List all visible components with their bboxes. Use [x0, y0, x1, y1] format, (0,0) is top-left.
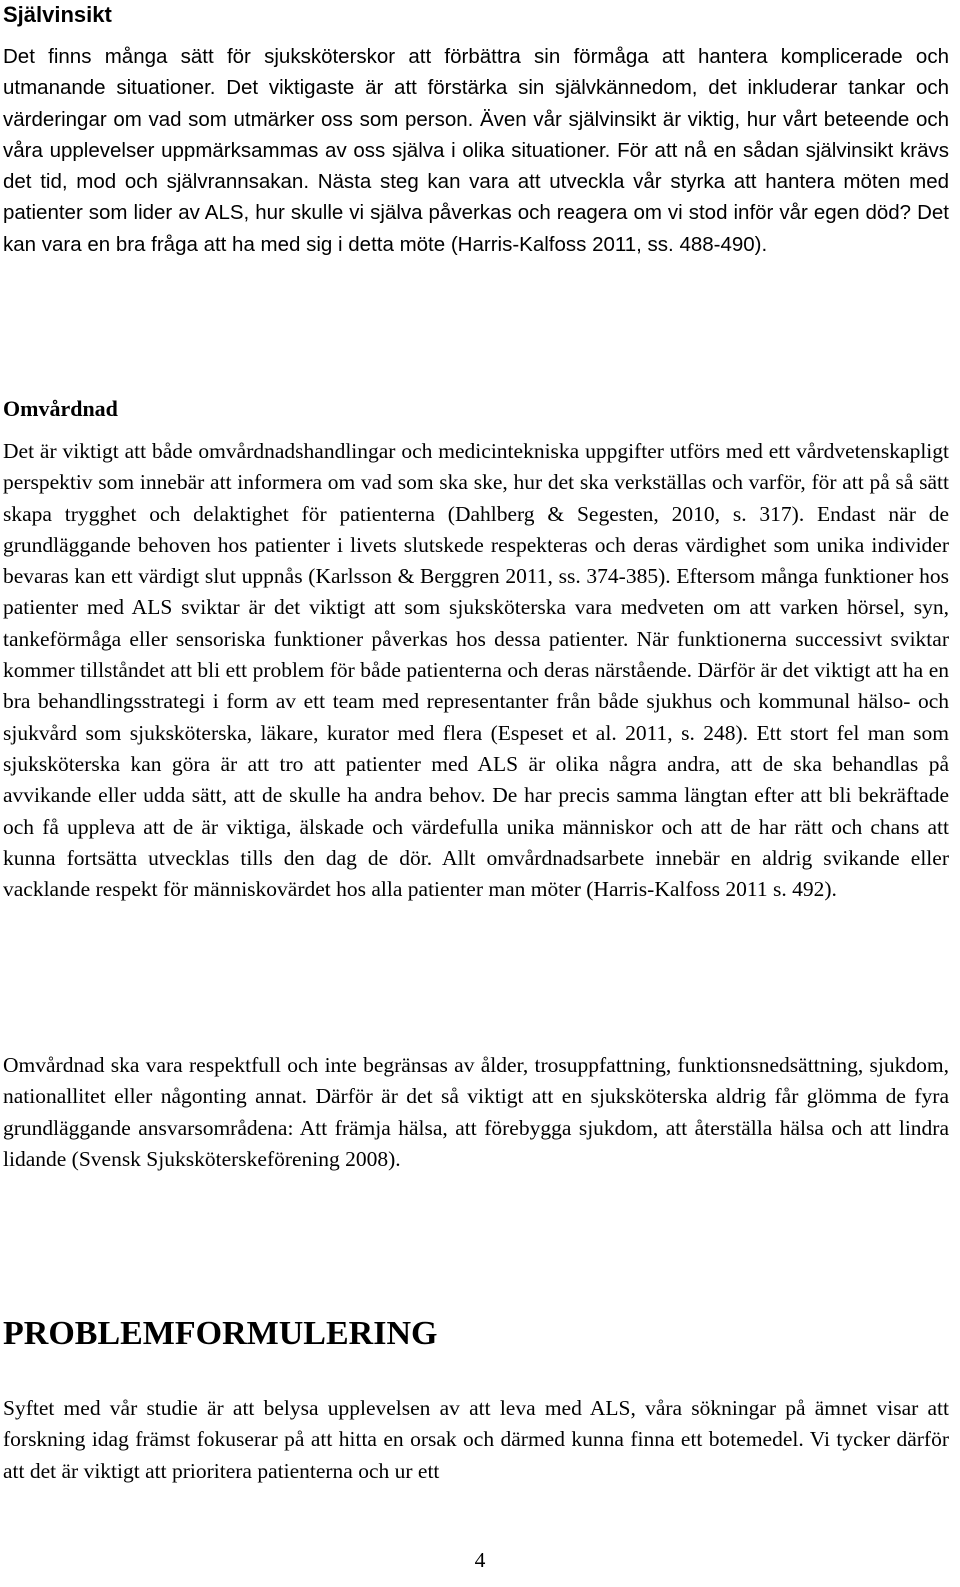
- page-number: 4: [474, 1548, 486, 1572]
- paragraph-omvardnad-2: Omvårdnad ska vara respektfull och inte begränsas av ålder, trosuppfattning, funktionsnedsättning, sjukdom, nationallitet eller någonting annat. Därför är det så viktigt att en sjuksköterska aldrig får glömma de fyra grundläggande ansvarsområdena: Att främja hälsa, att förebygga sjukdom, att återställa hälsa och att lindra lidande (Svensk Sjuksköterskeförening 2008).: [3, 1053, 949, 1171]
- paragraph-omvardnad-1: Det är viktigt att både omvårdnadshandlingar och medicintekniska uppgifter utförs med ett vårdvetenskapligt perspektiv som innebär att informera om vad som ska ske, hur det ska verkställas och varför, för att på så sätt skapa trygghet och delaktighet för patienterna (Dahlberg & Segesten, 2010, s. 317). Endast när de grundläggande behoven hos patienter i livets slutskede respekteras och deras värdighet som unika individer bevaras kan ett värdigt slut uppnås (Karlsson & Berggren 2011, ss. 374-385). Eftersom många funktioner hos patienter med ALS sviktar är det viktigt att som sjuksköterska vara medveten om att varken hörsel, syn, tankeförmåga eller sensoriska funktioner påverkas hos dessa patienter. När funktionerna successivt sviktar kommer tillståndet att bli ett problem för både patienterna och deras närstående. Därför är det viktigt att ha en bra behandlingsstrategi i form av ett team med representanter från både sjukhus och kommunal hälso- och sjukvård som sjuksköterska, läkare, kurator med flera (Espeset et al. 2011, s. 248). Ett stort fel man som sjuksköterska kan göra är att tro att patienter med ALS är olika några andra, att de ska behandlas på avvikande eller udda sätt, att de skulle ha andra behov. De har precis samma längtan efter att bli bekräftade och få uppleva att de är viktiga, älskade och värdefulla unika människor och att de har rätt och chans att kunna fortsätta utvecklas tills den dag de dör. Allt omvårdnadsarbete innebär en aldrig svikande eller vacklande respekt för människovärdet hos alla patienter man möter (Harris-Kalfoss 2011 s. 492).: [3, 439, 949, 902]
- section-heading-omvardnad: Omvårdnad: [3, 396, 118, 421]
- paragraph-problemformulering: Syftet med vår studie är att belysa upplevelsen av att leva med ALS, våra sökningar på ämnet visar att forskning idag främst fokuserar på att hitta en orsak och därmed kunna finna ett botemedel. Vi tycker därför att det är viktigt att prioritera patienterna och ur ett: [3, 1396, 949, 1483]
- section-heading-sjalvinsikt: Självinsikt: [3, 2, 112, 27]
- paragraph-sjalvinsikt: Det finns många sätt för sjuksköterskor att förbättra sin förmåga att hantera komplicerade och utmanande situationer. Det viktigaste är att förstärka sin självkännedom, det inkluderar tankar och värderingar om vad som utmärker oss som person. Även vår självinsikt är viktig, hur vårt beteende och våra upplevelser uppmärksammas av oss själva i olika situationer. För att nå en sådan självinsikt krävs det tid, mod och självrannsakan. Nästa steg kan vara att utveckla vår styrka att hantera möten med patienter som lider av ALS, hur skulle vi själva påverkas och reagera om vi stod inför vår egen död? Det kan vara en bra fråga att ha med sig i detta möte (Harris-Kalfoss 2011, ss. 488-490).: [3, 45, 949, 256]
- section-heading-problemformulering: PROBLEMFORMULERING: [3, 1315, 438, 1352]
